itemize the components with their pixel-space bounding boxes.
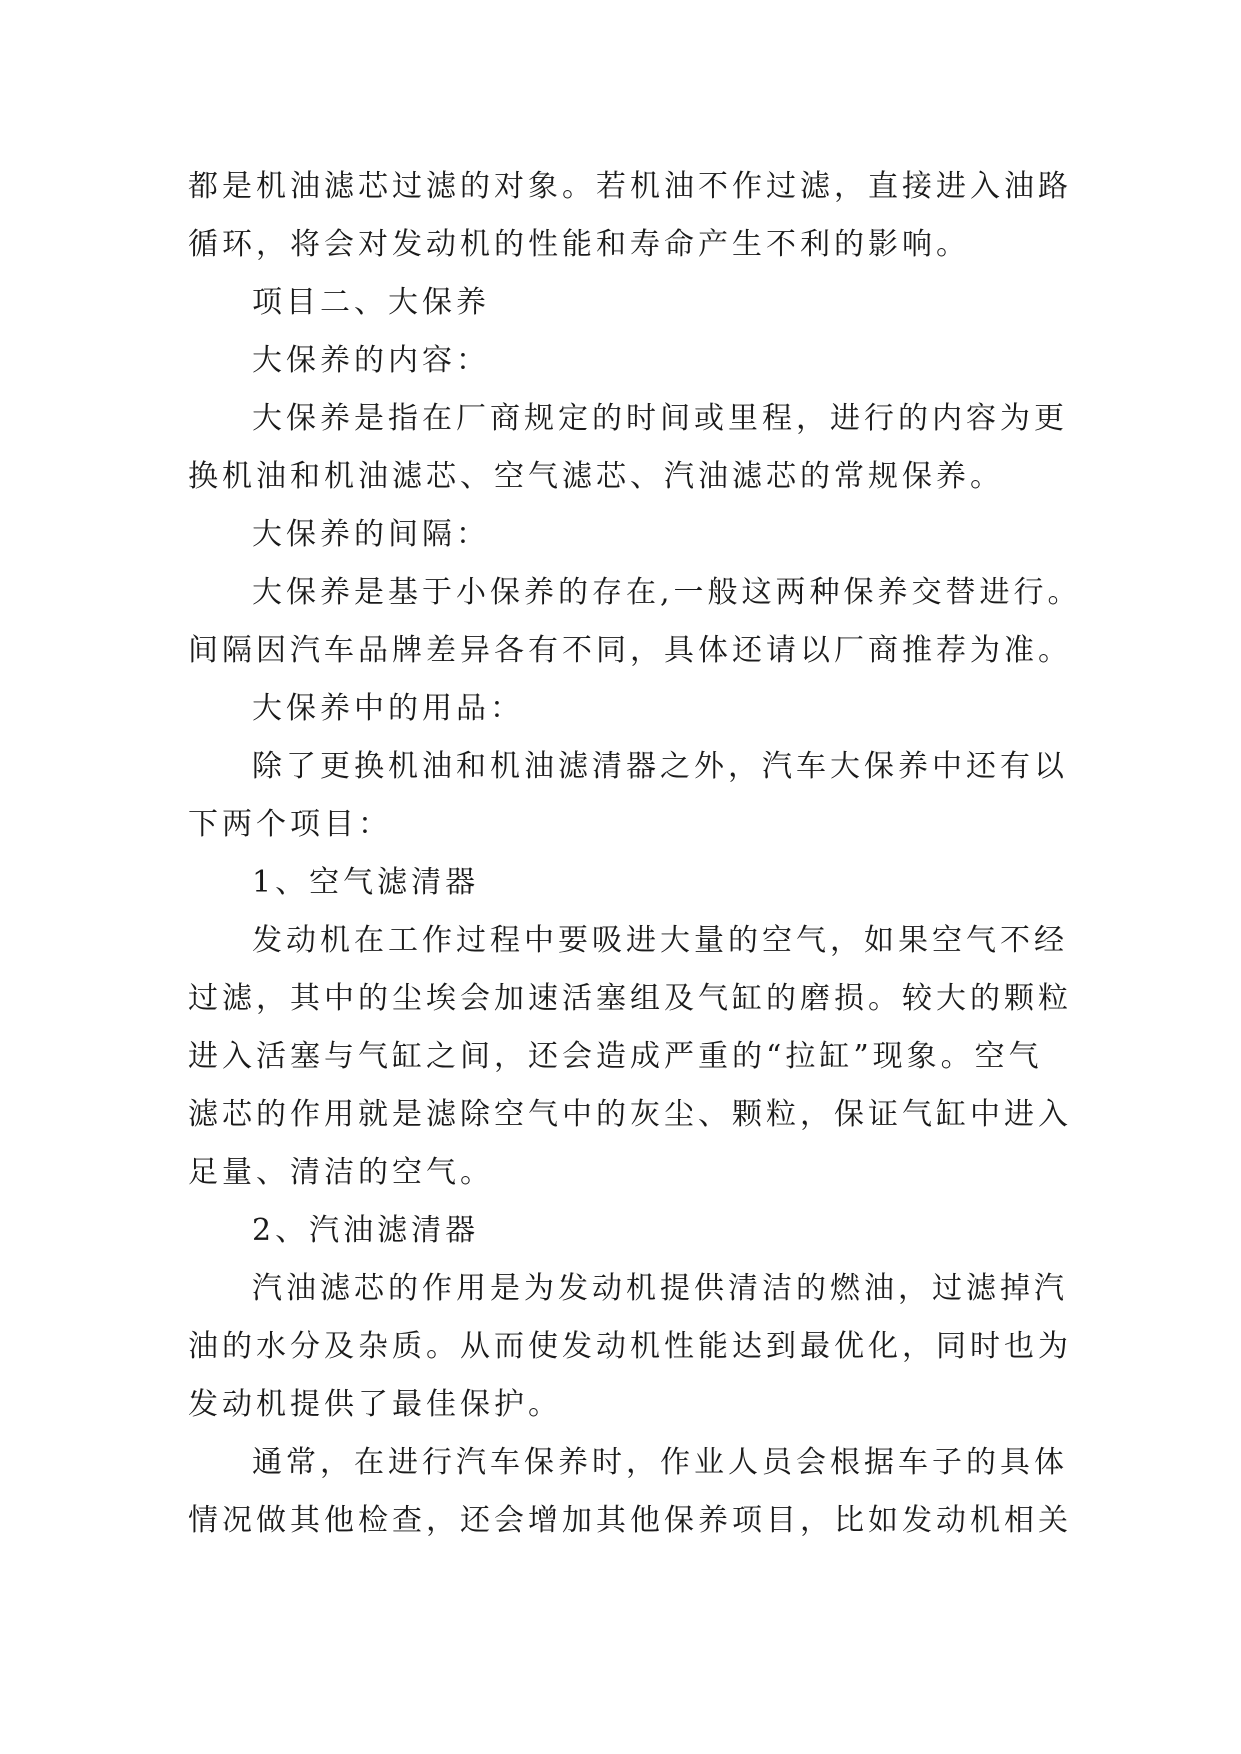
text-line: 下两个项目： (188, 807, 392, 842)
text-line: 滤芯的作用就是滤除空气中的灰尘、颗粒，保证气缸中进入 (188, 1097, 1072, 1132)
text-line: 换机油和机油滤芯、空气滤芯、汽油滤芯的常规保养。 (188, 459, 1004, 494)
text-line: 汽油滤芯的作用是为发动机提供清洁的燃油，过滤掉汽 (252, 1271, 1068, 1306)
text-line: 发动机在工作过程中要吸进大量的空气，如果空气不经 (252, 923, 1068, 958)
text-line: 大保养的间隔： (252, 517, 490, 552)
text-line: 大保养的内容： (252, 343, 490, 378)
document-body (188, 158, 1082, 1550)
text-line: 间隔因汽车品牌差异各有不同，具体还请以厂商推荐为准。 (188, 633, 1072, 668)
text-line: 大保养中的用品： (252, 691, 524, 726)
text-line: 进入活塞与气缸之间，还会造成严重的“拉缸”现象。空气 (188, 1039, 1043, 1074)
text-line: 情况做其他检查，还会增加其他保养项目，比如发动机相关 (188, 1503, 1072, 1538)
text-line: 2、汽油滤清器 (252, 1213, 480, 1248)
text-line: 项目二、大保养 (252, 285, 490, 320)
text-line: 大保养是指在厂商规定的时间或里程，进行的内容为更 (252, 401, 1068, 436)
text-line: 都是机油滤芯过滤的对象。若机油不作过滤，直接进入油路 (188, 169, 1072, 204)
text-line: 循环，将会对发动机的性能和寿命产生不利的影响。 (188, 227, 970, 262)
text-line: 大保养是基于小保养的存在,一般这两种保养交替进行。 (252, 575, 1082, 610)
text-line: 过滤，其中的尘埃会加速活塞组及气缸的磨损。较大的颗粒 (188, 981, 1072, 1016)
text-line: 通常，在进行汽车保养时，作业人员会根据车子的具体 (252, 1445, 1068, 1480)
text-line: 油的水分及杂质。从而使发动机性能达到最优化，同时也为 (188, 1329, 1072, 1364)
text-line: 发动机提供了最佳保护。 (188, 1387, 562, 1422)
text-line: 足量、清洁的空气。 (188, 1155, 494, 1190)
text-line: 1、空气滤清器 (252, 865, 480, 900)
text-line: 除了更换机油和机油滤清器之外，汽车大保养中还有以 (252, 749, 1068, 784)
